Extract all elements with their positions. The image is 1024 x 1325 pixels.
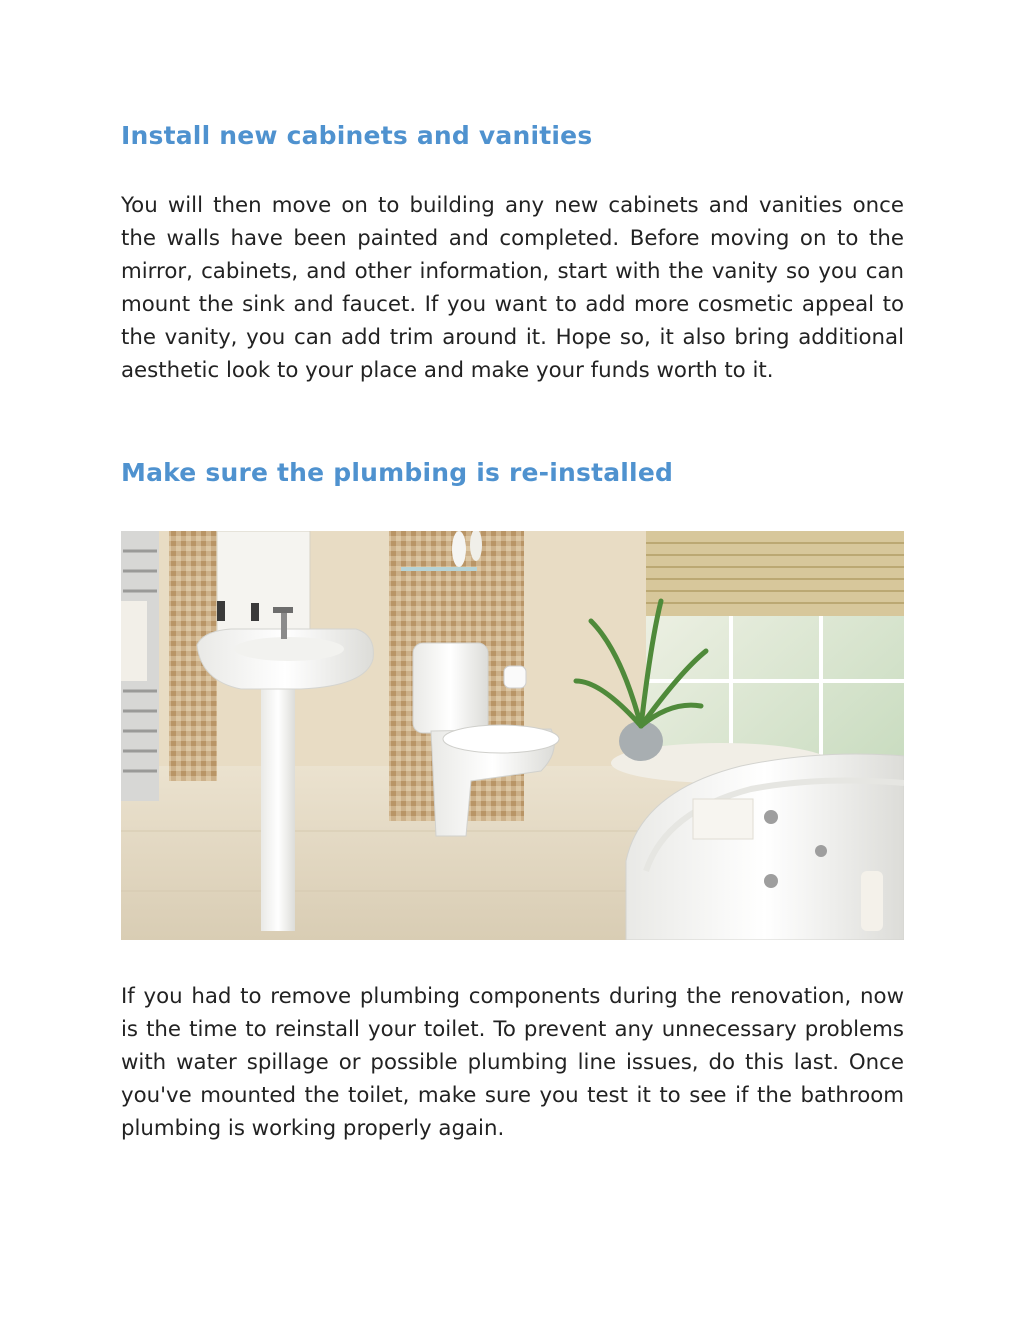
section-heading-plumbing: Make sure the plumbing is re-installed: [121, 458, 674, 487]
section-heading-cabinets: Install new cabinets and vanities: [121, 121, 593, 150]
section-paragraph-cabinets: You will then move on to building any new cabinets and vanities once the walls have been painted and completed. Before moving on to the mirror, cabinets, and other information, start with the vanity so you can mount the sink and faucet. If you want to add more cosmetic appeal to the vanity, you can add trim around it. Hope so, it also bring additional aesthetic look to your place and make your funds worth to it.: [121, 193, 904, 383]
section-paragraph-plumbing: If you had to remove plumbing components during the renovation, now is the time to reinstall your toilet. To prevent any unnecessary problems with water spillage or possible plumbing line issues, do this last. Once you've mounted the toilet, make sure you test it to see if the bathroom plumbing is working properly again.: [121, 984, 904, 1141]
window: [646, 531, 904, 761]
bathroom-photo: [121, 531, 904, 940]
towel-radiator: [121, 531, 159, 801]
